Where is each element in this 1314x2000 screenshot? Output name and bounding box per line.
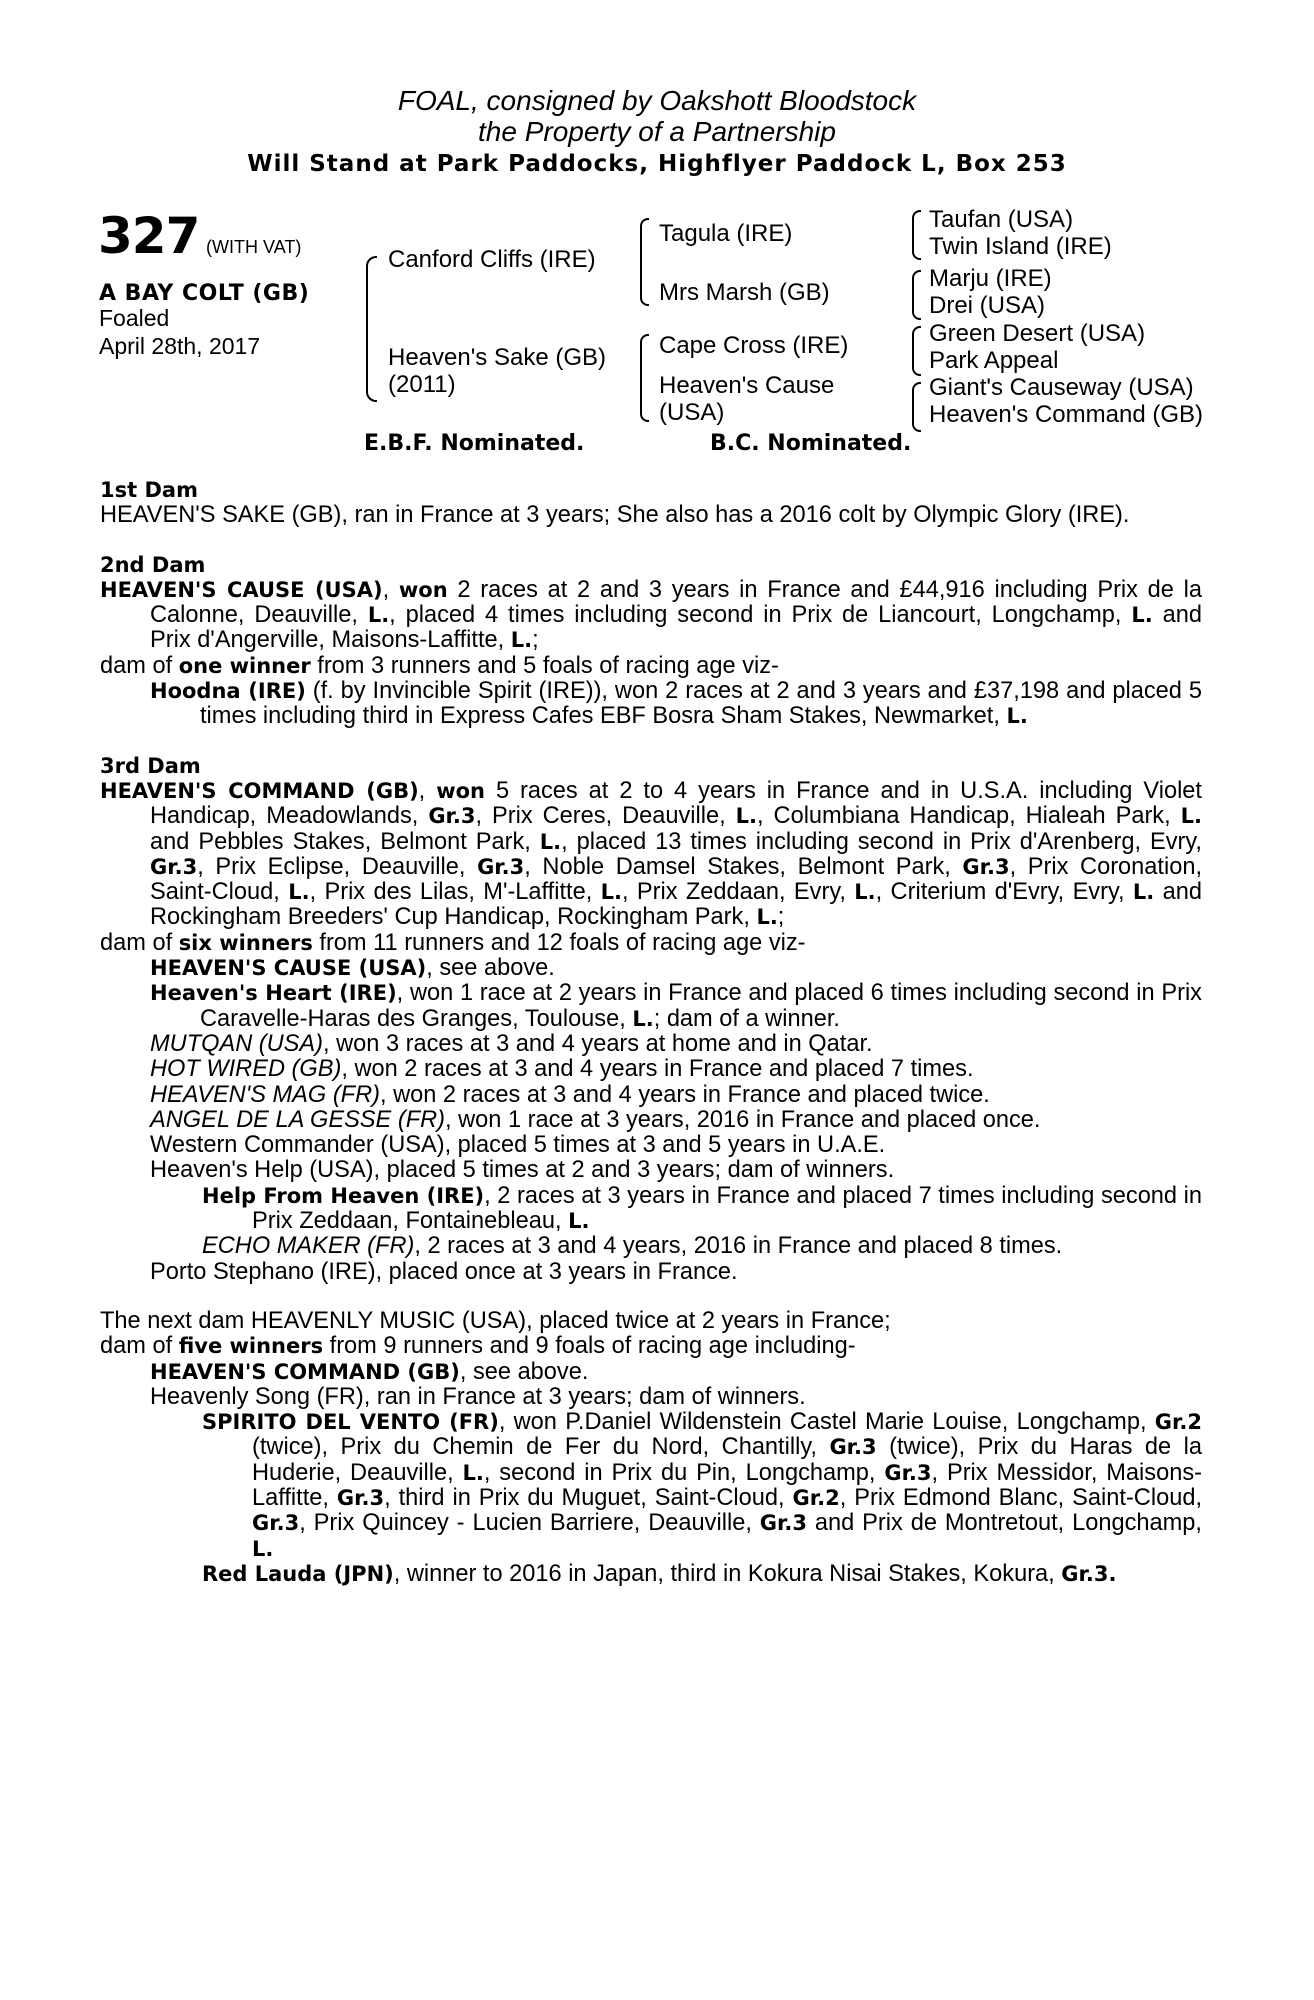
third-dam-produce-summary: dam of six winners from 11 runners and 12 foals of racing age viz-: [100, 929, 806, 956]
produce-heavens-cause: HEAVEN'S CAUSE (USA), see above.: [150, 955, 555, 982]
brace-sire-parents: [640, 218, 649, 306]
produce-porto-stephano: Porto Stephano (IRE), placed once at 3 years in France.: [150, 1258, 738, 1285]
grandsire-2: Marju (IRE): [929, 265, 1052, 292]
foaled-date: April 28th, 2017: [99, 333, 261, 359]
property-line: the Property of a Partnership: [478, 116, 836, 147]
consignor-line: FOAL, consigned by Oakshott Bloodstock: [397, 85, 917, 116]
brace-g1: [912, 210, 921, 260]
first-dam-text: HEAVEN'S SAKE (GB), ran in France at 3 years; She also has a 2016 colt by Olympic Glory (IRE).: [100, 502, 1130, 529]
stand-line: Will Stand at Park Paddocks, Highflyer Paddock L, Box 253: [247, 151, 1067, 177]
produce-heavens-mag: HEAVEN'S MAG (FR), won 2 races at 3 and 4 years in France and placed twice.: [150, 1081, 990, 1108]
produce-red-lauda: Red Lauda (JPN), winner to 2016 in Japan, third in Kokura Nisai Stakes, Kokura, Gr.3.: [202, 1560, 1117, 1587]
brace-g3: [912, 326, 921, 376]
second-dam-record: HEAVEN'S CAUSE (USA), won 2 races at 2 and 3 years in France and £44,916 including Prix de la Calonne, Deauville, L., placed 4 times including second in Prix de Liancourt, Longchamp, L. and Prix d'Angerville, Maisons-Laffitte, L.;: [100, 576, 1203, 654]
produce-mutqan: MUTQAN (USA), won 3 races at 3 and 4 years at home and in Qatar.: [150, 1030, 873, 1057]
granddam-4: Heaven's Command (GB): [929, 401, 1204, 428]
grandsire-3: Green Desert (USA): [929, 320, 1146, 347]
sires-dam: Mrs Marsh (GB): [659, 279, 830, 306]
produce-heavenly-song: Heavenly Song (FR), ran in France at 3 years; dam of winners.: [150, 1383, 806, 1410]
sires-sire: Tagula (IRE): [659, 220, 793, 247]
produce-spirito-del-vento: SPIRITO DEL VENTO (FR), won P.Daniel Wildenstein Castel Marie Louise, Longchamp, Gr.2 (twice), Prix du Chemin de Fer du Nord, Chantilly, Gr.3 (twice), Prix du Haras de la Huderie, Deauville, L., second in Prix du Pin, Longchamp, Gr.3, Prix Messidor, Maisons-Laffitte, Gr.3, third in Prix du Muguet, Saint-Cloud, Gr.2, Prix Edmond Blanc, Saint-Cloud, Gr.3, Prix Quincey - Lucien Barriere, Deauville, Gr.3 and Prix de Montretout, Longchamp, L.: [202, 1409, 1202, 1561]
produce-help-from-heaven: Help From Heaven (IRE), 2 races at 3 years in France and placed 7 times including second in Prix Zeddaan, Fontainebleau, L.: [202, 1182, 1203, 1235]
bc-nominated: B.C. Nominated.: [710, 431, 912, 456]
produce-hot-wired: HOT WIRED (GB), won 2 races at 3 and 4 years in France and placed 7 times.: [150, 1056, 974, 1083]
grandsire-1: Taufan (USA): [929, 206, 1074, 233]
produce-heavens-help: Heaven's Help (USA), placed 5 times at 2 and 3 years; dam of winners.: [150, 1157, 895, 1184]
catalogue-text: [100, 478, 1202, 1587]
dam-year: (2011): [388, 371, 456, 398]
first-dam-heading: 1st Dam: [100, 478, 198, 502]
foaled-label: Foaled: [99, 305, 170, 331]
second-dam-heading: 2nd Dam: [100, 552, 206, 577]
ebf-nominated: E.B.F. Nominated.: [364, 431, 585, 456]
produce-hoodna: Hoodna (IRE) (f. by Invincible Spirit (IRE)), won 2 races at 2 and 3 years and £37,198 and placed 5 times including third in Express Cafes EBF Bosra Sham Stakes, Newmarket, L.: [150, 678, 1202, 730]
dam: Heaven's Sake (GB): [388, 344, 607, 371]
third-dam-heading: 3rd Dam: [100, 753, 201, 778]
granddam-3: Park Appeal: [929, 347, 1059, 374]
lot-title: A BAY COLT (GB): [99, 281, 310, 306]
lot-number-block: [98, 207, 301, 265]
third-dam-name: HEAVEN'S COMMAND (GB): [100, 778, 419, 803]
granddam-2: Drei (USA): [929, 292, 1046, 319]
sire: Canford Cliffs (IRE): [388, 246, 596, 273]
brace-g4: [912, 382, 921, 432]
third-dam-record: HEAVEN'S COMMAND (GB), won 5 races at 2 to 4 years in France and in U.S.A. including Violet Handicap, Meadowlands, Gr.3, Prix Ceres, Deauville, L., Columbiana Handicap, Hialeah Park, L. and Pebbles Stakes, Belmont Park, L., placed 13 times including second in Prix d'Arenberg, Evry, Gr.3, Prix Eclipse, Deauville, Gr.3, Noble Damsel Stakes, Belmont Park, Gr.3, Prix Coronation, Saint-Cloud, L., Prix des Lilas, M'-Laffitte, L., Prix Zeddaan, Evry, L., Criterium d'Evry, Evry, L. and Rockingham Breeders' Cup Handicap, Rockingham Park, L.;: [100, 777, 1203, 931]
grandsire-4: Giant's Causeway (USA): [929, 374, 1194, 401]
brace-sire-dam: [366, 256, 377, 402]
granddam-1: Twin Island (IRE): [929, 233, 1112, 260]
dams-dam: Heaven's Cause: [659, 372, 835, 399]
dams-sire: Cape Cross (IRE): [659, 332, 849, 359]
dams-dam-country: (USA): [659, 399, 725, 426]
second-dam-produce-summary: dam of one winner from 3 runners and 5 foals of racing age viz-: [100, 652, 779, 679]
produce-angel-de-la-gesse: ANGEL DE LA GESSE (FR), won 1 race at 3 years, 2016 in France and placed once.: [150, 1106, 1041, 1133]
next-dam-intro: The next dam HEAVENLY MUSIC (USA), placed twice at 2 years in France;: [100, 1307, 891, 1334]
second-dam-name: HEAVEN'S CAUSE (USA): [100, 577, 383, 602]
produce-echo-maker: ECHO MAKER (FR), 2 races at 3 and 4 years, 2016 in France and placed 8 times.: [202, 1233, 1063, 1260]
vat-note: (WITH VAT): [206, 237, 302, 257]
lot-number: 327: [98, 207, 200, 265]
next-dam-produce-summary: dam of five winners from 9 runners and 9 foals of racing age including-: [100, 1333, 856, 1360]
brace-g2: [912, 270, 921, 320]
produce-western-commander: Western Commander (USA), placed 5 times at 3 and 5 years in U.A.E.: [150, 1132, 886, 1159]
produce-heavens-command: HEAVEN'S COMMAND (GB), see above.: [150, 1358, 589, 1385]
brace-dam-parents: [640, 334, 649, 422]
produce-heavens-heart: Heaven's Heart (IRE), won 1 race at 2 years in France and placed 6 times including second in Prix Caravelle-Haras des Granges, Toulouse, L.; dam of a winner.: [150, 980, 1202, 1032]
